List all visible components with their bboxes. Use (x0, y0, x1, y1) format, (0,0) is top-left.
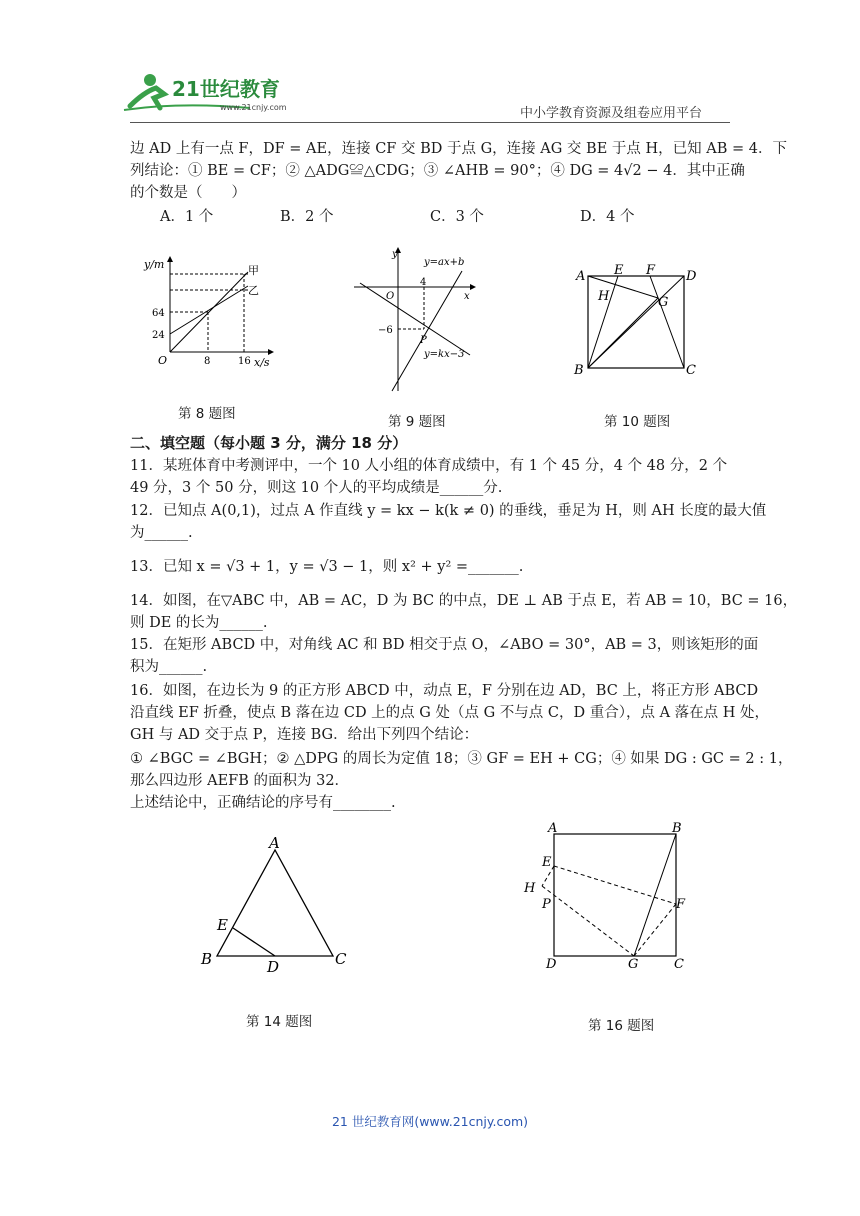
q14-line2: 则 DE 的长为______. (130, 615, 268, 631)
fig10-label-h: H (598, 289, 610, 304)
figure-9 (350, 245, 480, 395)
fig14-label-d: D (267, 958, 280, 975)
q16-line3: GH 与 AD 交于点 P，连接 BG．给出下列四个结论： (130, 727, 479, 743)
fig8-x-label: x/s (254, 356, 270, 369)
platform-title: 中小学教育资源及组卷应用平台 (520, 106, 703, 121)
q10-option-c: C．3 个 (430, 209, 484, 225)
q16-line4: ① ∠BGC = ∠BGH；② △DPG 的周长为定值 18；③ GF = EH + CG；④ 如果 DG : GC = 2 : 1， (130, 751, 793, 767)
q10-option-d: D．4 个 (580, 209, 635, 225)
fig16-label-h: H (524, 881, 536, 896)
fig8-yi: 乙 (248, 284, 259, 297)
fig16-label-e: E (542, 855, 552, 870)
q13: 13．已知 x = √3 + 1，y = √3 − 1，则 x² + y² =_______. (130, 559, 524, 575)
fig10-label-b: B (574, 363, 584, 378)
fig10-label-f: F (646, 263, 656, 278)
fig9-tick-4: 4 (420, 277, 427, 288)
figure-16 (520, 820, 700, 970)
fig14-label-a: A (269, 834, 280, 852)
q10-option-a: A．1 个 (160, 209, 214, 225)
fig8-tick-8: 8 (204, 356, 211, 367)
q11-line2: 49 分，3 个 50 分，则这 10 个人的平均成绩是______分. (130, 480, 503, 496)
q16-line6: 上述结论中，正确结论的序号有________. (130, 795, 396, 811)
fig8-y-label: y/m (144, 258, 165, 271)
q11-line1: 11．某班体育中考测评中，一个 10 人小组的体育成绩中，有 1 个 45 分，4 个 48 分，2 个 (130, 458, 728, 474)
fig8-origin: O (158, 354, 168, 367)
fig16-label-c: C (674, 957, 684, 970)
fig8-jia: 甲 (248, 264, 259, 277)
fig16-label-g: G (628, 957, 639, 970)
runner-logo-icon (120, 70, 290, 114)
fig16-label-p: P (542, 897, 551, 912)
section-title: 二、填空题（每小题 3 分，满分 18 分） (130, 434, 408, 452)
fig10-label-g: G (658, 295, 669, 310)
fig10-label-d: D (686, 269, 697, 284)
fig16-label-a: A (548, 821, 558, 836)
fig9-x-label: x (464, 291, 470, 302)
fig9-y-label: y (392, 249, 398, 260)
fig16-label-d: D (546, 957, 557, 970)
fig8-tick-24: 24 (152, 330, 165, 341)
q12-line1: 12．已知点 A(0,1)，过点 A 作直线 y = kx − k(k ≠ 0) 的垂线，垂足为 H，则 AH 长度的最大值 (130, 503, 767, 519)
q16-line5: 那么四边形 AEFB 的面积为 32． (130, 773, 350, 789)
q14-line1: 14．如图，在▽ABC 中，AB = AC，D 为 BC 的中点，DE ⊥ AB 于点 E，若 AB = 10，BC = 16， (130, 593, 798, 609)
fig14-label-c: C (335, 950, 347, 968)
logo-text: 21世纪教育 (172, 77, 280, 101)
header-divider (130, 122, 730, 123)
fig9-line2: y=kx−3 (424, 349, 465, 360)
fig16-label-b: B (672, 821, 682, 836)
fig9-point-p: P (420, 335, 427, 346)
figure-8 (140, 250, 280, 375)
q10-line1: 边 AD 上有一点 F，DF = AE，连接 CF 交 BD 于点 G，连接 AG 交 BE 于点 H，已知 AB = 4．下 (130, 141, 787, 157)
q16-line1: 16．如图，在边长为 9 的正方形 ABCD 中，动点 E，F 分别在边 AD，BC 上，将正方形 ABCD (130, 683, 759, 699)
fig8-tick-64: 64 (152, 308, 165, 319)
fig10-label-a: A (576, 269, 586, 284)
fig10-caption: 第 10 题图 (604, 414, 671, 430)
fig10-label-c: C (686, 363, 696, 378)
figure-10 (566, 262, 706, 382)
fig8-caption: 第 8 题图 (178, 406, 236, 422)
q12-line2: 为______. (130, 525, 193, 541)
logo (120, 70, 290, 114)
fig14-caption: 第 14 题图 (246, 1014, 313, 1030)
q15-line1: 15．在矩形 ABCD 中，对角线 AC 和 BD 相交于点 O，∠ABO = 30°，AB = 3，则该矩形的面 (130, 637, 759, 653)
fig16-label-f: F (676, 897, 686, 912)
q15-line2: 积为______. (130, 659, 208, 675)
q10-option-b: B．2 个 (280, 209, 334, 225)
fig14-label-e: E (217, 916, 228, 934)
figure-14 (195, 830, 355, 975)
q10-line2: 列结论：① BE = CF；② △ADG≌△CDG；③ ∠AHB = 90°；④ DG = 4√2 − 4．其中正确 (130, 163, 745, 179)
fig9-caption: 第 9 题图 (388, 414, 446, 430)
fig9-tick-m6: −6 (378, 325, 393, 336)
footer-link[interactable]: 21 世纪教育网(www.21cnjy.com) (331, 1114, 529, 1129)
fig16-caption: 第 16 题图 (588, 1018, 655, 1034)
fig9-line1: y=ax+b (424, 257, 465, 268)
fig14-label-b: B (201, 950, 213, 968)
fig9-origin: O (386, 291, 395, 302)
q10-line3: 的个数是（ ） (130, 185, 246, 201)
q16-line2: 沿直线 EF 折叠，使点 B 落在边 CD 上的点 G 处（点 G 不与点 C，D 重合），点 A 落在点 H 处， (130, 705, 770, 721)
fig8-tick-16: 16 (238, 356, 251, 367)
fig10-label-e: E (614, 263, 624, 278)
logo-url: www.21cnjy.com (220, 103, 287, 112)
